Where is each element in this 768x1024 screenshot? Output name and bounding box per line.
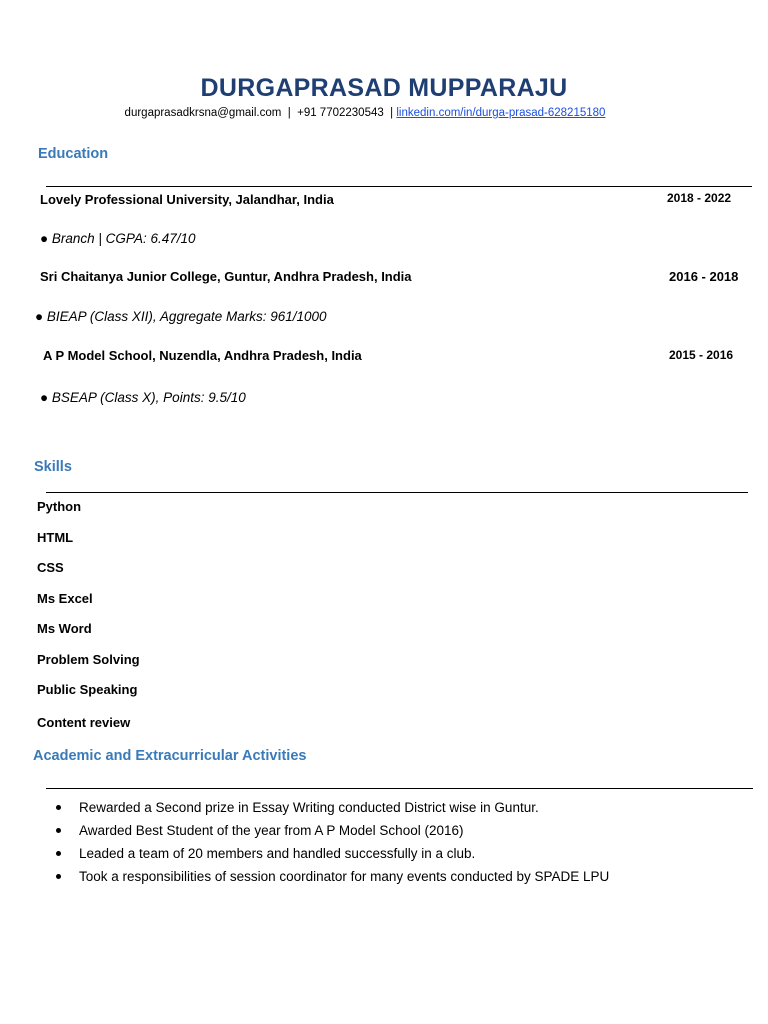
education-detail: ● BSEAP (Class X), Points: 9.5/10 — [40, 390, 246, 405]
education-divider — [46, 186, 752, 187]
education-detail: ● BIEAP (Class XII), Aggregate Marks: 961/1000 — [35, 309, 327, 324]
education-years: 2018 - 2022 — [667, 191, 732, 205]
contact-separator: | — [287, 107, 291, 119]
skill-item: Problem Solving — [37, 652, 140, 667]
activity-item — [56, 846, 609, 869]
bullet-icon — [56, 828, 61, 833]
skills-divider — [46, 492, 748, 493]
education-years: 2015 - 2016 — [669, 348, 734, 362]
activity-text: Leaded a team of 20 members and handled successfully in a club. — [79, 846, 476, 861]
education-institution: Sri Chaitanya Junior College, Guntur, Andhra Pradesh, India — [40, 269, 412, 284]
education-institution: A P Model School, Nuzendla, Andhra Pradesh, India — [43, 348, 362, 363]
education-heading: Education — [38, 146, 109, 162]
education-institution: Lovely Professional University, Jalandhar, India — [40, 192, 334, 207]
linkedin-link[interactable]: linkedin.com/in/durga-prasad-628215180 — [396, 107, 606, 119]
activity-text: Rewarded a Second prize in Essay Writing conducted District wise in Guntur. — [79, 800, 539, 815]
activities-list — [56, 800, 609, 892]
skill-item: Python — [37, 499, 82, 514]
activity-item — [56, 800, 609, 823]
skill-item: CSS — [37, 560, 64, 575]
skill-item: HTML — [37, 530, 74, 545]
skill-item: Content review — [37, 715, 131, 730]
skill-item: Ms Excel — [37, 591, 93, 606]
education-detail: ● Branch | CGPA: 6.47/10 — [40, 231, 196, 246]
activity-text: Took a responsibilities of session coordinator for many events conducted by SPADE LPU — [79, 869, 610, 884]
skill-item: Ms Word — [37, 621, 92, 636]
activity-item — [56, 869, 609, 892]
education-years: 2016 - 2018 — [669, 269, 739, 284]
activity-item — [56, 823, 609, 846]
bullet-icon — [56, 805, 61, 810]
phone-text: +91 7702230543 — [297, 107, 384, 119]
contact-separator: | — [390, 107, 394, 119]
bullet-icon — [56, 874, 61, 879]
email-text: durgaprasadkrsna@gmail.com — [124, 107, 282, 119]
contact-line — [0, 107, 730, 119]
activities-divider — [46, 788, 753, 789]
bullet-icon — [56, 851, 61, 856]
skill-item: Public Speaking — [37, 682, 138, 697]
resume-name: DURGAPRASAD MUPPARAJU — [200, 74, 568, 102]
skills-heading: Skills — [34, 459, 72, 475]
activities-heading: Academic and Extracurricular Activities — [33, 748, 307, 764]
activity-text: Awarded Best Student of the year from A P Model School (2016) — [79, 823, 464, 838]
